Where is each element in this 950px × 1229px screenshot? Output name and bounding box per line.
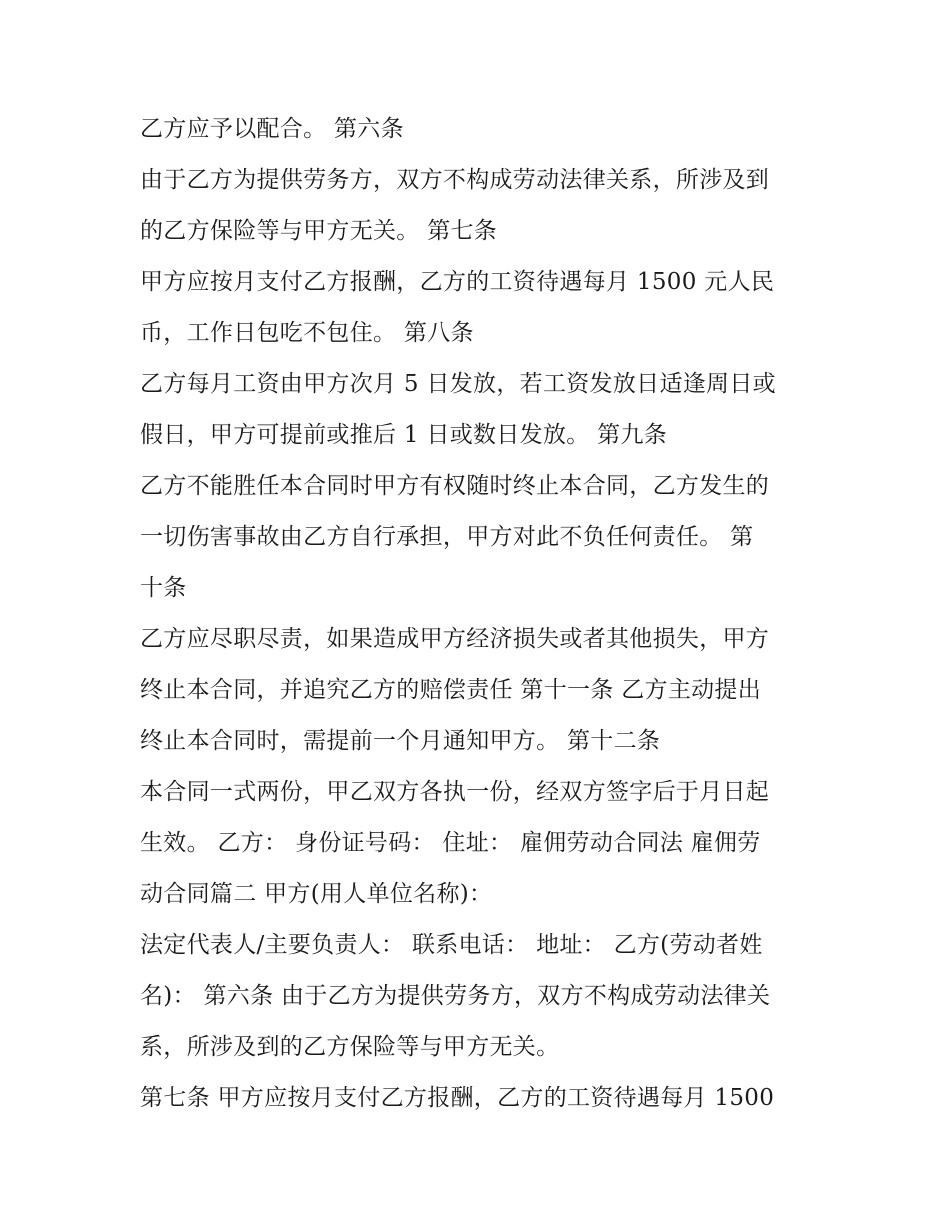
text-line: 第七条 甲方应按月支付乙方报酬，乙方的工资待遇每月 1500 bbox=[140, 1085, 775, 1111]
text-line: 名)： 第六条 由于乙方为提供劳务方，双方不构成劳动法律关 bbox=[140, 983, 771, 1009]
text-line: 法定代表人/主要负责人： 联系电话： 地址： 乙方(劳动者姓 bbox=[140, 932, 763, 958]
text-line: 一切伤害事故由乙方自行承担，甲方对此不负任何责任。 第 bbox=[140, 524, 754, 550]
text-line: 乙方每月工资由甲方次月 5 日发放，若工资发放日适逢周日或 bbox=[140, 371, 776, 397]
text-line: 乙方不能胜任本合同时甲方有权随时终止本合同，乙方发生的 bbox=[140, 473, 770, 499]
text-line: 十条 bbox=[140, 575, 187, 601]
document-body bbox=[140, 104, 820, 1124]
text-line: 系，所涉及到的乙方保险等与甲方无关。 bbox=[140, 1034, 560, 1060]
text-line: 本合同一式两份，甲乙双方各执一份，经双方签字后于月日起 bbox=[140, 779, 770, 805]
text-line: 动合同篇二 甲方(用人单位名称)： bbox=[140, 881, 493, 907]
text-line: 乙方应尽职尽责，如果造成甲方经济损失或者其他损失，甲方 bbox=[140, 626, 770, 652]
text-line: 终止本合同时，需提前一个月通知甲方。 第十二条 bbox=[140, 728, 661, 754]
text-line: 由于乙方为提供劳务方，双方不构成劳动法律关系，所涉及到 bbox=[140, 167, 770, 193]
text-line: 币，工作日包吃不包住。 第八条 bbox=[140, 320, 474, 346]
text-line: 终止本合同，并追究乙方的赔偿责任 第十一条 乙方主动提出 bbox=[140, 677, 762, 703]
text-line: 的乙方保险等与甲方无关。 第七条 bbox=[140, 218, 498, 244]
text-line: 生效。 乙方： 身份证号码： 住址： 雇佣劳动合同法 雇佣劳 bbox=[140, 830, 761, 856]
text-line: 乙方应予以配合。 第六条 bbox=[140, 116, 404, 142]
text-line: 假日，甲方可提前或推后 1 日或数日发放。 第九条 bbox=[140, 422, 668, 448]
text-line: 甲方应按月支付乙方报酬，乙方的工资待遇每月 1500 元人民 bbox=[140, 269, 775, 295]
